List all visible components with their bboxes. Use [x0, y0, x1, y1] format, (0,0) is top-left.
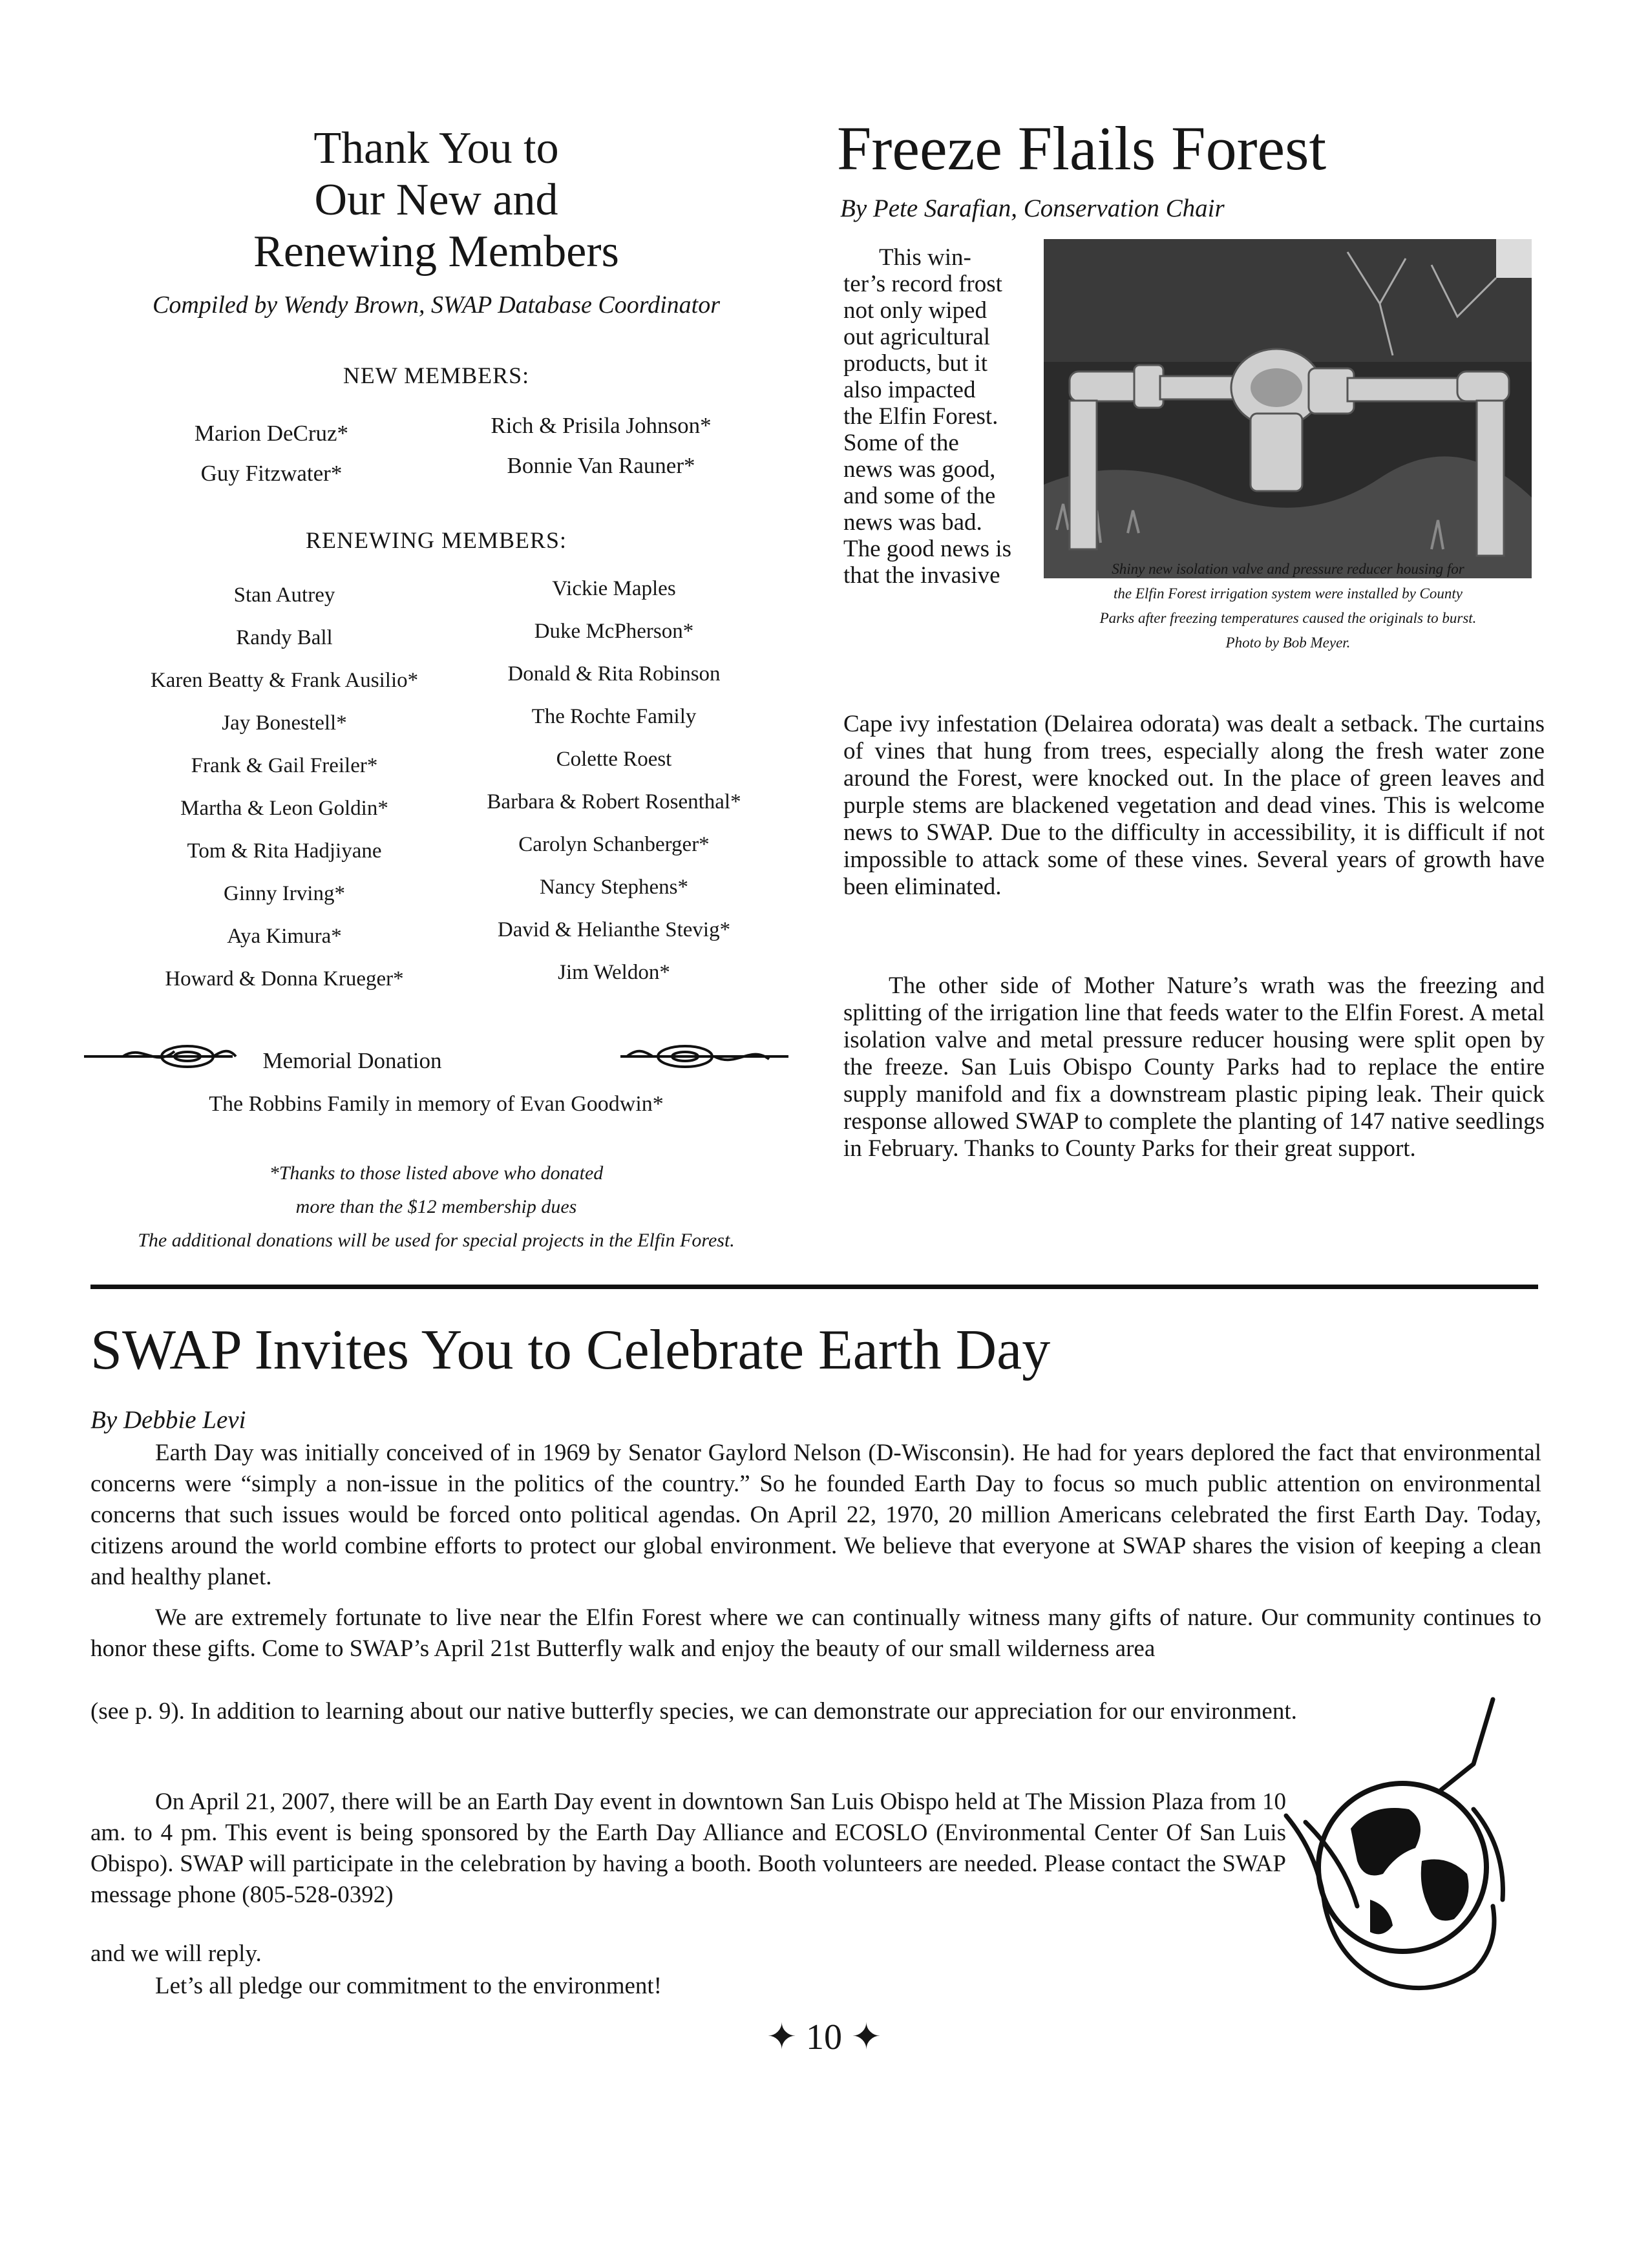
note-line: *Thanks to those listed above who donated: [269, 1162, 604, 1184]
member-name: David & Helianthe Stevig*: [497, 918, 731, 941]
caption-line: Parks after freezing temperatures caused the originals to burst.: [1099, 610, 1477, 626]
member-name: Colette Roest: [556, 748, 672, 771]
earth-day-paragraph-2a: We are extremely fortunate to live near the Elfin Forest where we can continually witness many gifts of nature. Our community continues to honor these gifts. Come to SWAP’s April 21st Butterfly walk and enjoy the beauty of our small wilderness area: [90, 1604, 1541, 1662]
member-name: Howard & Donna Krueger*: [165, 967, 404, 991]
member-name: Nancy Stephens*: [539, 876, 689, 899]
renewing-members-heading: RENEWING MEMBERS:: [306, 527, 567, 553]
member-name: Vickie Maples: [552, 577, 676, 600]
earth-day-title: SWAP Invites You to Celebrate Earth Day: [90, 1319, 1051, 1381]
member-name: Stan Autrey: [233, 583, 335, 607]
right-flourish-icon: [620, 1046, 788, 1067]
page-number: ✦ 10 ✦: [766, 2017, 882, 2057]
title-line: Renewing Members: [253, 227, 619, 277]
valve-photo: [1044, 239, 1532, 578]
thank-you-byline: Compiled by Wendy Brown, SWAP Database Coordinator: [153, 291, 720, 319]
member-name: Guy Fitzwater*: [200, 461, 343, 486]
caption-line: Shiny new isolation valve and pressure reducer housing for: [1112, 561, 1464, 577]
caption-line: Photo by Bob Meyer.: [1225, 635, 1351, 651]
earth-day-byline: By Debbie Levi: [90, 1406, 246, 1434]
text-line: not only wiped: [843, 297, 987, 324]
renewing-members-left-list: [116, 574, 452, 1000]
title-line: Thank You to: [313, 123, 559, 173]
freeze-paragraph-2: The other side of Mother Nature’s wrath was the freezing and splitting of the irrigation line that feeds water to the Elfin Forest. A metal isolation valve and metal pressure reducer housing were split open by the freeze. San Luis Obispo County Parks had to replace the entire supply manifold and fix a downstream plastic piping leak. Their quick response allowed SWAP to complete the planting of 147 native seedlings in February. Thanks to County Parks for their great support.: [843, 972, 1545, 1162]
member-name: Tom & Rita Hadjiyane: [187, 839, 382, 863]
new-members-left-list: [116, 414, 427, 494]
note-line: The additional donations will be used for special projects in the Elfin Forest.: [138, 1230, 735, 1251]
member-name: Jim Weldon*: [558, 961, 670, 984]
text-line: and some of the: [843, 483, 996, 509]
freeze-narrow-text: [843, 244, 1037, 589]
text-line: Some of the: [843, 430, 959, 456]
member-name: Marion DeCruz*: [194, 421, 349, 446]
donation-note: [90, 1157, 782, 1257]
freeze-byline: By Pete Sarafian, Conservation Chair: [840, 194, 1225, 222]
member-name: Donald & Rita Robinson: [507, 662, 721, 686]
member-name: Karen Beatty & Frank Ausilio*: [150, 669, 419, 692]
hands-holding-earth-icon: [1280, 1693, 1525, 1997]
earth-day-paragraph-4: Let’s all pledge our commitment to the environment!: [155, 1973, 662, 1999]
freeze-article-title: Freeze Flails Forest: [837, 114, 1327, 183]
text-line: This win-: [879, 244, 971, 271]
left-flourish-icon: [84, 1046, 236, 1067]
member-name: Duke McPherson*: [534, 620, 694, 643]
earth-day-paragraph-3b: and we will reply.: [90, 1940, 262, 1967]
text-line: products, but it: [843, 350, 988, 377]
new-members-heading: NEW MEMBERS:: [343, 362, 530, 388]
text-line: ter’s record frost: [843, 271, 1002, 297]
member-name: Martha & Leon Goldin*: [180, 797, 388, 820]
section-divider: [90, 1285, 1538, 1289]
member-name: Aya Kimura*: [227, 925, 342, 948]
title-line: Our New and: [314, 175, 558, 225]
member-name: Bonnie Van Rauner*: [507, 453, 695, 478]
renewing-members-right-list: [452, 567, 776, 994]
freeze-paragraph-1: Cape ivy infestation (Delairea odorata) was dealt a setback. The curtains of vines that hung from trees, especially along the fresh water zone around the Forest, were knocked out. In the place of green leaves and purple stems are blackened vegetation and dead vines. This is welcome news to SWAP. Due to the difficulty in accessibility, it is difficult if not impossible to attack some of these vines. Several years of growth have been eliminated.: [843, 711, 1545, 900]
member-name: Ginny Irving*: [224, 882, 345, 905]
text-line: out agricultural: [843, 324, 991, 350]
memorial-text: The Robbins Family in memory of Evan Goodwin*: [209, 1092, 664, 1116]
member-name: Carolyn Schanberger*: [518, 833, 710, 856]
earth-day-paragraph-1: Earth Day was initially conceived of in 1969 by Senator Gaylord Nelson (D-Wisconsin). He had for years deplored the fact that environmental concerns were “simply a non-issue in the politics of the country.” So he founded Earth Day to focus so much public attention on environmental concerns that such issues would be forced onto political agendas. On April 22, 1970, 20 million Americans celebrated the first Earth Day. Today, citizens around the world combine efforts to protect our global environment. We believe that everyone at SWAP shares the vision of keeping a clean and healthy planet.: [90, 1440, 1541, 1590]
memorial-label: Memorial Donation: [262, 1048, 442, 1073]
member-name: Jay Bonestell*: [222, 711, 347, 735]
thank-you-title: [116, 123, 756, 278]
text-line: news was good,: [843, 456, 996, 483]
earth-day-paragraph-2b: (see p. 9). In addition to learning about our native butterfly species, we can demonstrate our appreciation for our environment.: [90, 1698, 1297, 1725]
note-line: more than the $12 membership dues: [295, 1196, 577, 1217]
member-name: Rich & Prisila Johnson*: [491, 413, 712, 438]
member-name: Frank & Gail Freiler*: [191, 754, 378, 777]
earth-day-paragraph-3: On April 21, 2007, there will be an Earth Day event in downtown San Luis Obispo held at The Mission Plaza from 10 am. to 4 pm. This event is being sponsored by the Earth Day Alliance and ECOSLO (Environmental Center Of San Luis Obispo). SWAP will participate in the celebration by having a booth. Booth volunteers are needed. Please contact the SWAP message phone (805-528-0392): [90, 1789, 1286, 1908]
caption-line: the Elfin Forest irrigation system were installed by County: [1113, 585, 1463, 602]
text-line: The good news is: [843, 536, 1011, 562]
member-name: Barbara & Robert Rosenthal*: [487, 790, 741, 814]
new-members-right-list: [446, 406, 756, 486]
text-line: news was bad.: [843, 509, 982, 536]
text-line: also impacted: [843, 377, 976, 403]
member-name: Randy Ball: [236, 626, 333, 649]
photo-caption: [1033, 557, 1543, 655]
text-line: the Elfin Forest.: [843, 403, 998, 430]
member-name: The Rochte Family: [531, 705, 697, 728]
text-line: that the invasive: [843, 562, 1000, 589]
